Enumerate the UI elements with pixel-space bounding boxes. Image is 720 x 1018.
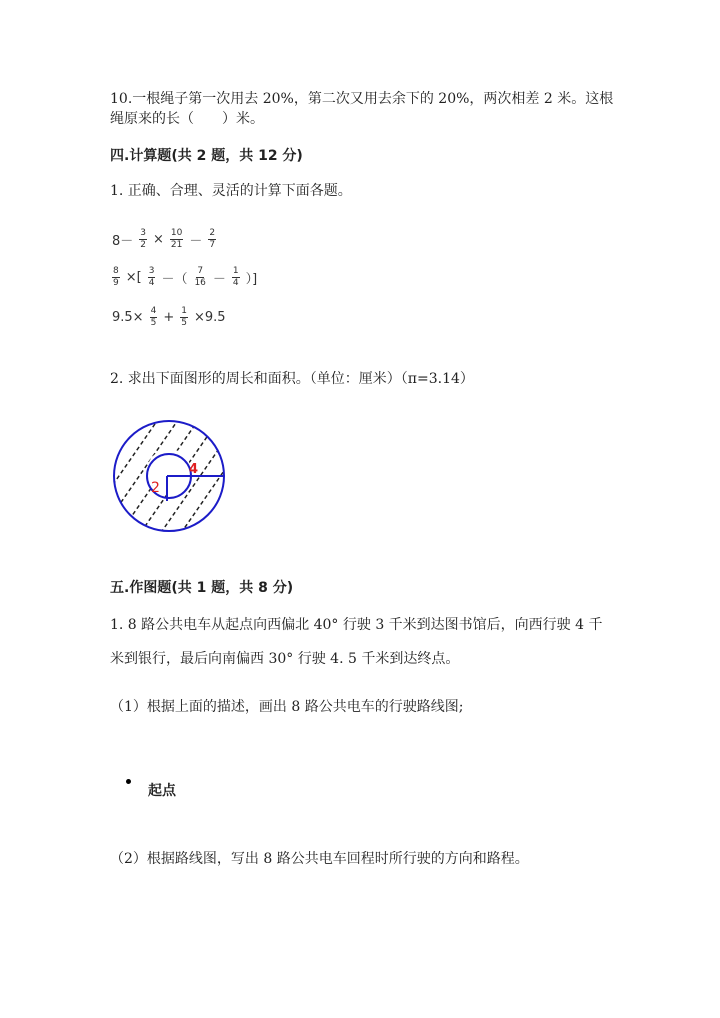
expr2-fraction-3: $\frac{7}{16}$ [194, 266, 206, 288]
expr1-term: 8－ [112, 234, 134, 249]
expr3-operator-1: + [163, 310, 175, 325]
annulus-figure [105, 415, 235, 540]
q10-line2: 绳原来的长（ ）米。 [110, 111, 264, 127]
expr1-fraction-2: $\frac{10}{21}$ [170, 228, 183, 250]
hatching [105, 415, 235, 540]
section5-q1-line2: 米到银行，最后向南偏西 30° 行驶 4. 5 千米到达终点。 [110, 651, 460, 667]
section5-sub1: （1）根据上面的描述，画出 8 路公共电车的行驶路线图; [110, 699, 464, 715]
q10-line1: 10.一根绳子第一次用去 20%，第二次又用去余下的 20%，两次相差 2 米。这根 [110, 91, 614, 107]
section5-title: 五.作图题(共 1 题，共 8 分) [110, 580, 294, 596]
section4-q1: 1. 正确、合理、灵活的计算下面各题。 [110, 183, 352, 199]
start-point-dot [126, 779, 131, 784]
inner-radius-label: 2 [151, 480, 160, 496]
expr1-operator-1: × [153, 232, 164, 247]
expr3-fraction-1: $\frac{4}{5}$ [150, 306, 157, 328]
expr2-operator-1: ×[ [125, 270, 142, 285]
expr3-term: 9.5× [112, 310, 144, 325]
expression-2 [112, 266, 257, 289]
section4-title: 四.计算题(共 2 题，共 12 分) [110, 148, 303, 164]
outer-radius-label: 4 [189, 462, 199, 477]
section5-q1-line1: 1. 8 路公共电车从起点向西偏北 40° 行驶 3 千米到达图书馆后，向西行驶 4 千 [110, 617, 603, 633]
expr2-operator-3: － [212, 272, 226, 287]
expr1-fraction-1: $\frac{3}{2}$ [140, 228, 147, 250]
section5-sub2: （2）根据路线图，写出 8 路公共电车回程时所行驶的方向和路程。 [110, 851, 529, 867]
expr2-close: ）] [245, 272, 258, 287]
expression-3 [112, 306, 226, 329]
expr2-fraction-2: $\frac{3}{4}$ [148, 266, 155, 288]
expr1-fraction-3: $\frac{2}{7}$ [209, 228, 216, 250]
expr1-operator-2: － [189, 234, 203, 249]
expr3-operator-2: ×9.5 [193, 310, 226, 325]
expr3-fraction-2: $\frac{1}{5}$ [181, 306, 187, 328]
expr2-fraction-1: $\frac{8}{9}$ [113, 266, 119, 288]
section4-q2: 2. 求出下面图形的周长和面积。（单位：厘米）（π=3.14） [110, 371, 474, 387]
expr2-fraction-4: $\frac{1}{4}$ [232, 266, 239, 288]
expr2-operator-2: －（ [161, 272, 188, 287]
start-point-label: 起点 [148, 783, 176, 799]
expression-1 [112, 228, 216, 251]
